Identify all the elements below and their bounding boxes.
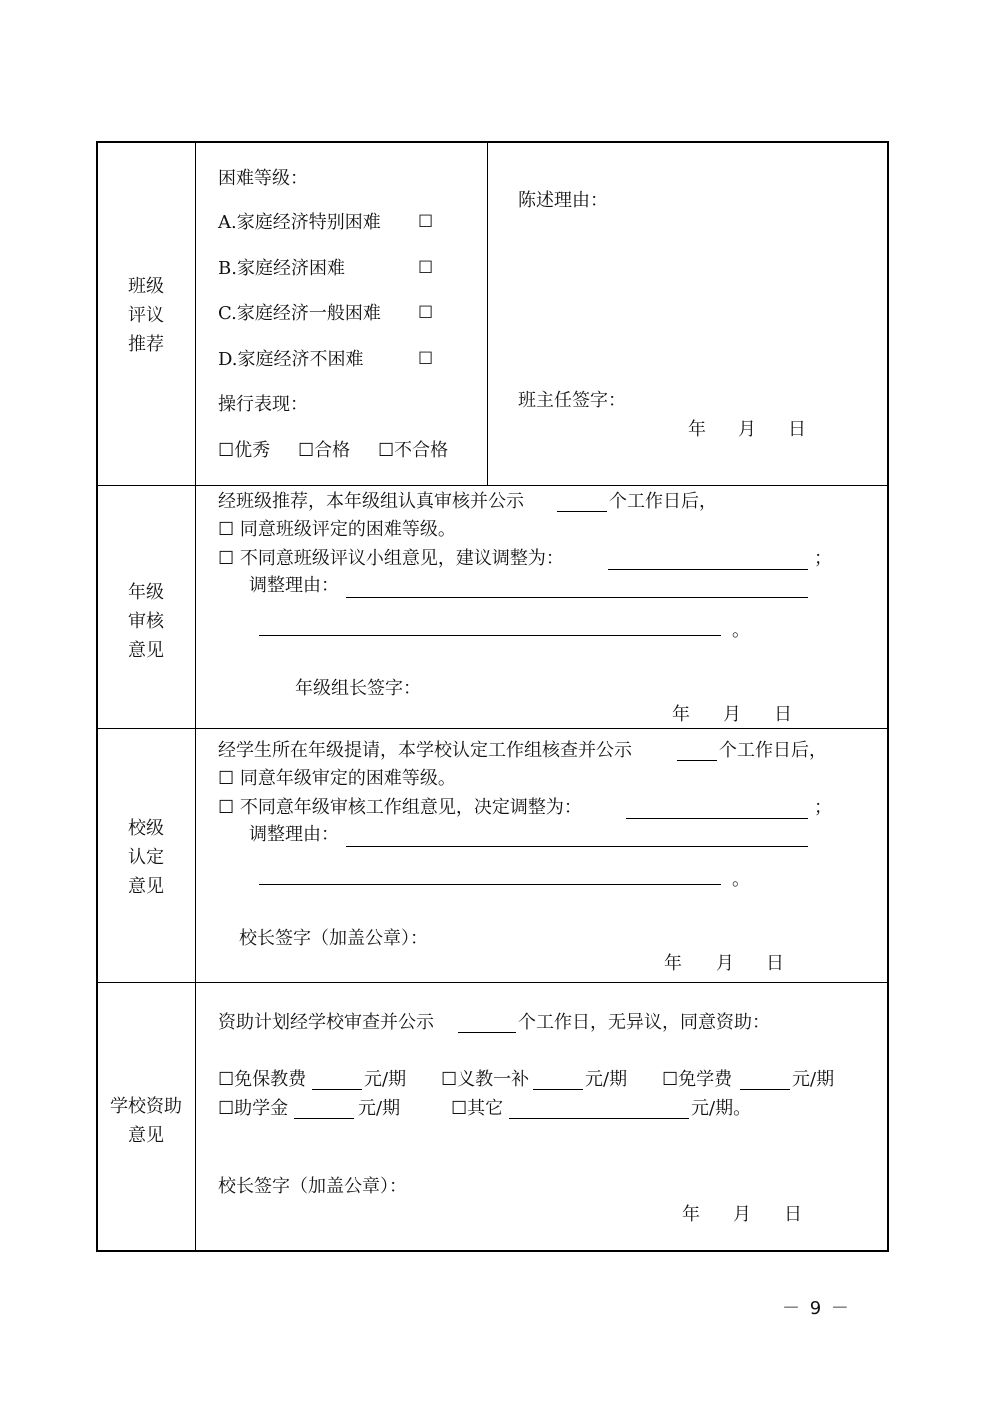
school-reason-blank-1[interactable] xyxy=(346,846,808,847)
aid-grant-amount[interactable] xyxy=(294,1118,354,1119)
option-c-checkbox[interactable]: ☐ xyxy=(418,303,434,323)
school-intro-text: 经学生所在年级提请，本学校认定工作组核查并公示 xyxy=(218,740,632,761)
grade-reason-blank-2[interactable] xyxy=(259,635,721,636)
conduct-fail-checkbox[interactable]: ☐不合格 xyxy=(378,440,449,461)
date-year: 年 xyxy=(682,1204,700,1225)
school-semicolon: ； xyxy=(814,797,832,818)
grade-days-blank[interactable] xyxy=(557,511,607,512)
aid-principal-signature-label: 校长签字（加盖公章）： xyxy=(218,1176,407,1197)
aid-intro-suffix: 个工作日，无异议，同意资助： xyxy=(518,1012,770,1033)
row-divider-1 xyxy=(96,485,889,486)
aid-tuition-free-amount[interactable] xyxy=(740,1089,790,1090)
date-month: 月 xyxy=(723,704,741,725)
row-divider-2 xyxy=(96,728,889,729)
date-year: 年 xyxy=(688,419,706,440)
option-d-label: D.家庭经济不困难 xyxy=(218,349,364,370)
class-section-label: 班级 评议 推荐 xyxy=(128,276,164,355)
date-year: 年 xyxy=(672,704,690,725)
grade-agree-option[interactable]: ☐ 同意班级评定的困难等级。 xyxy=(218,519,456,540)
date-day: 日 xyxy=(784,1204,802,1225)
row-divider-3 xyxy=(96,982,889,983)
aid-section-label: 学校资助 意见 xyxy=(110,1096,182,1146)
school-reason-blank-2[interactable] xyxy=(259,884,721,885)
date-month: 月 xyxy=(733,1204,751,1225)
reason-column-divider xyxy=(487,141,488,485)
school-principal-signature-label: 校长签字（加盖公章）： xyxy=(239,928,428,949)
aid-grant-unit: 元/期 xyxy=(358,1098,401,1119)
aid-free-care-checkbox[interactable]: ☐免保教费 xyxy=(218,1069,307,1090)
grade-adjust-reason-label: 调整理由： xyxy=(249,575,339,596)
option-c-label: C.家庭经济一般困难 xyxy=(218,303,381,324)
grade-reason-blank-1[interactable] xyxy=(346,597,808,598)
school-section-label: 校级 认定 意见 xyxy=(128,818,164,897)
grade-adjust-blank[interactable] xyxy=(608,569,808,570)
school-adjust-reason-label: 调整理由： xyxy=(249,824,339,845)
grade-leader-signature-label: 年级组长签字： xyxy=(295,678,421,699)
aid-tuition-free-unit: 元/期 xyxy=(792,1069,835,1090)
label-column-divider xyxy=(195,141,196,1252)
school-disagree-option[interactable]: ☐ 不同意年级审核工作组意见，决定调整为： xyxy=(218,797,582,818)
aid-compulsory-subsidy-unit: 元/期 xyxy=(585,1069,628,1090)
school-days-blank[interactable] xyxy=(677,760,717,761)
teacher-signature-label: 班主任签字： xyxy=(518,390,626,411)
date-year: 年 xyxy=(664,953,682,974)
page-number: － 9 － xyxy=(782,1298,851,1319)
school-adjust-blank[interactable] xyxy=(626,818,808,819)
difficulty-title: 困难等级： xyxy=(218,168,308,189)
grade-period: 。 xyxy=(732,620,750,641)
date-day: 日 xyxy=(766,953,784,974)
school-agree-option[interactable]: ☐ 同意年级审定的困难等级。 xyxy=(218,768,456,789)
date-day: 日 xyxy=(774,704,792,725)
option-a-label: A.家庭经济特别困难 xyxy=(218,212,381,233)
aid-tuition-free-checkbox[interactable]: ☐免学费 xyxy=(662,1069,733,1090)
aid-other-amount[interactable] xyxy=(509,1118,689,1119)
aid-free-care-unit: 元/期 xyxy=(364,1069,407,1090)
date-month: 月 xyxy=(716,953,734,974)
grade-intro-suffix: 个工作日后， xyxy=(609,491,717,512)
aid-compulsory-subsidy-checkbox[interactable]: ☐义教一补 xyxy=(441,1069,530,1090)
grade-disagree-option[interactable]: ☐ 不同意班级评议小组意见，建议调整为： xyxy=(218,548,564,569)
option-b-checkbox[interactable]: ☐ xyxy=(418,258,434,278)
aid-intro-text: 资助计划经学校审查并公示 xyxy=(218,1012,434,1033)
aid-compulsory-subsidy-amount[interactable] xyxy=(533,1089,583,1090)
aid-other-unit: 元/期。 xyxy=(691,1098,752,1119)
aid-grant-checkbox[interactable]: ☐助学金 xyxy=(218,1098,289,1119)
option-d-checkbox[interactable]: ☐ xyxy=(418,349,434,369)
grade-section-label: 年级 审核 意见 xyxy=(128,582,164,661)
school-period: 。 xyxy=(732,869,750,890)
date-day: 日 xyxy=(788,419,806,440)
conduct-pass-checkbox[interactable]: ☐合格 xyxy=(298,440,351,461)
date-month: 月 xyxy=(738,419,756,440)
option-b-label: B.家庭经济困难 xyxy=(218,258,345,279)
aid-free-care-amount[interactable] xyxy=(312,1089,362,1090)
conduct-excellent-checkbox[interactable]: ☐优秀 xyxy=(218,440,271,461)
grade-semicolon: ； xyxy=(814,548,832,569)
option-a-checkbox[interactable]: ☐ xyxy=(418,212,434,232)
reason-label: 陈述理由： xyxy=(518,190,608,211)
conduct-title: 操行表现： xyxy=(218,394,308,415)
grade-intro-text: 经班级推荐，本年级组认真审核并公示 xyxy=(218,491,524,512)
aid-days-blank[interactable] xyxy=(458,1032,516,1033)
aid-other-checkbox[interactable]: ☐其它 xyxy=(451,1098,504,1119)
school-intro-suffix: 个工作日后， xyxy=(719,740,827,761)
